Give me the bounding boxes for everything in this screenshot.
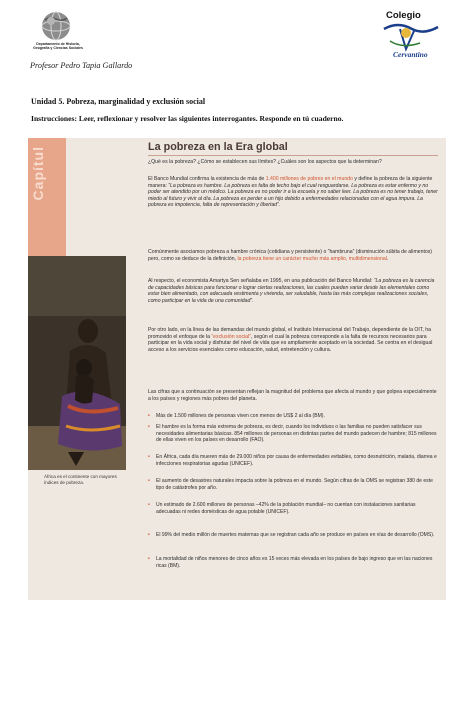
paragraph-hunger: Comúnmente asociamos pobreza a hambre crónica (cotidiana y persistente) o “hambruna” (disminución súbita de alimentos) pero, como se deduce de la definición, la pobreza tiene un carácter mucho más amplio, multidimensional. (148, 249, 433, 262)
highlight-poor-count: 1.400 millones de pobres en el mundo (265, 176, 353, 182)
quote-world-bank: “La pobreza es hambre. La pobreza es falta de techo bajo el cual resguardarse. La pobreza es estar enfermo y no poder ser atendido por un médico. La pobreza es no poder ir a la escuela y no saber leer. La pobreza es no tener trabajo, tener miedo al futuro y vivir al día. La pobreza es perder a un hijo debido a enfermedades relacionadas con el agua impura. La pobreza es impotencia, falta de representación y libertad”. (148, 182, 438, 209)
paragraph-figures-intro: Las cifras que a continuación se presentan reflejan la magnitud del problema que afecta al mundo y que golpea especialmente a los países y regiones más pobres del planeta. (148, 389, 437, 402)
paragraph-social-exclusion: Por otro lado, en la línea de las demandas del mundo global, el Instituto Internacional del Trabajo, dependiente de la OIT, ha promovido el enfoque de la “exclusión social”, según el cual la pobreza corresponde a la falta de recursos necesarios para participar en la vida social y disfrutar del nivel de vida que es ampliamente aceptado en la sociedad. Se centra en el desigual acceso a los servicios esenciales como educación, salud, entretención y cultura. (148, 327, 433, 353)
school-label: Colegio (386, 10, 421, 21)
list-item: • La mortalidad de niños menores de cinco años es 15 veces más elevada en los países de bajo ingreso que en las naciones ricas (BM). (148, 556, 438, 569)
woman-child-photo (28, 256, 126, 470)
list-item: • En África, cada día mueren más de 29.000 niños por causa de enfermedades evitables, como desnutrición, malaria, diarrea e infecciones respiratorias agudas (UNICEF). (148, 454, 438, 467)
list-item: • El hambre es la forma más extrema de pobreza, es decir, cuando los individuos o las familias no pueden satisfacer sus necesidades alimentarias básicas. 854 millones de personas en distintas partes del mundo padecen de hambre; 815 millones de ellas viven en los países en desarrollo (FAO). (148, 424, 438, 444)
book-section-title: La pobreza en la Era global (148, 141, 288, 153)
photo-caption: África es el continente con mayores índices de pobreza. (44, 474, 117, 485)
list-item: • Más de 1.500 millones de personas viven con menos de US$ 2 al día (BM). (148, 413, 438, 420)
highlight-social-exclusion: “exclusión social” (211, 333, 251, 340)
title-divider (148, 155, 438, 156)
list-item: • El aumento de desastres naturales impacta sobre la pobreza en el mundo. Según cifras de la OMS se registran 380 de este tipo de catástrofes por año. (148, 478, 438, 491)
chapter-side-band (28, 138, 66, 256)
side-band-label: Capítul (30, 146, 46, 201)
paragraph-amartya-sen: Al respecto, el economista Amartya Sen señalaba en 1995, en una publicación del Banco Mundial: “La pobreza es la carencia de capacidades básicas para funcionar o lograr ciertas realizaciones, las cuales pueden variar desde las elementales como estar bien alimentado, con adecuada vestimenta y vivienda, ser saludable, hasta las más complejas realizaciones sociales, como participar en la vida de una comunidad”. (148, 278, 435, 304)
logo-caption: Departamento de Historia, Geografía y Ciencias Sociales (33, 42, 83, 50)
teacher-name: Profesor Pedro Tapia Gallardo (30, 61, 133, 70)
paragraph-questions: ¿Qué es la pobreza? ¿Cómo se establecen sus límites? ¿Cuáles son los aspectos que la determinan? (148, 159, 382, 165)
textbook-scan (28, 138, 446, 600)
list-item: • El 99% del medio millón de muertes maternas que se registran cada año se produce en países en vías de desarrollo (OMS). (148, 532, 438, 539)
unit-title: Unidad 5. Pobreza, marginalidad y exclusión social (31, 97, 206, 106)
paragraph-world-bank: El Banco Mundial confirma la existencia de más de 1.400 millones de pobres en el mundo y define la pobreza de la siguiente manera: “La pobreza es hambre. La pobreza es falta de techo bajo el cual resguardarse. La pobreza es estar enfermo y no poder ser atendido por un médico. La pobreza es no poder ir a la escuela y no saber leer. La pobreza es no tener trabajo, tener miedo al futuro y vivir al día. La pobreza es perder a un hijo debido a enfermedades relacionadas con el agua impura. La pobreza es impotencia, falta de representación y libertad”. (148, 176, 438, 209)
instructions: Instrucciones: Leer, reflexionar y resolver las siguientes interrogantes. Responde en tú cuaderno. (31, 114, 344, 123)
quote-amartya-sen: “La pobreza es la carencia de capacidades básicas para funcionar o lograr ciertas realizaciones, las cuales pueden variar desde las elementales como estar bien alimentado, con adecuada vestimenta y vivienda, ser saludable, hasta las más complejas realizaciones sociales, como participar en la vida de una comunidad”. (148, 278, 435, 304)
school-name: Cervantino (393, 50, 428, 59)
list-item: • Un estimado de 2.600 millones de personas –42% de la población mundial– no cuentan con instalaciones sanitarias adecuadas ni redes domésticas de agua potable (UNICEF). (148, 502, 438, 515)
highlight-multidimensional: la pobreza tiene un carácter mucho más amplio, multidimensional (237, 255, 387, 262)
